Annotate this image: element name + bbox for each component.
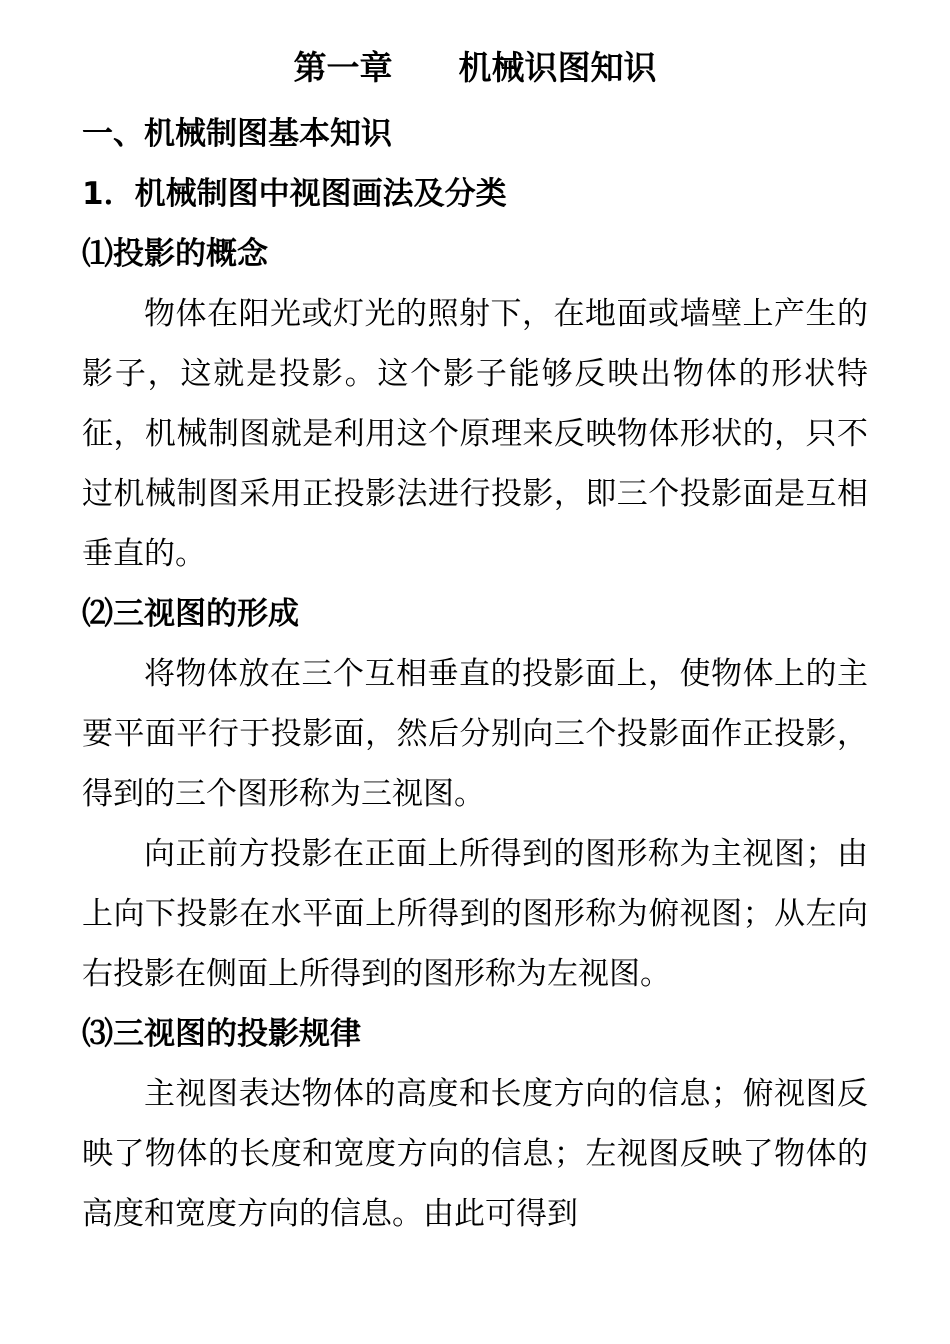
- item-heading-projection-concept: ⑴投影的概念: [82, 236, 268, 272]
- paragraph-projection-rules: 主视图表达物体的高度和长度方向的信息；俯视图反映了物体的长度和宽度方向的信息；左视图反映了物体的高度和宽度方向的信息。由此可得到: [82, 1076, 868, 1232]
- section-heading: 一、机械制图基本知识: [82, 116, 392, 152]
- paragraph-three-view-formation: 将物体放在三个互相垂直的投影面上，使物体上的主要平面平行于投影面，然后分别向三个投影面作正投影，得到的三个图形称为三视图。: [82, 656, 868, 812]
- chapter-title: 第一章 机械识图知识: [293, 48, 657, 87]
- item-heading-three-view-formation: ⑵三视图的形成: [82, 596, 299, 632]
- paragraph-projection-concept: 物体在阳光或灯光的照射下，在地面或墙壁上产生的影子，这就是投影。这个影子能够反映出物体的形状特征，机械制图就是利用这个原理来反映物体形状的，只不过机械制图采用正投影法进行投影，即三个投影面是互相垂直的。: [82, 296, 868, 572]
- item-heading-projection-rules: ⑶三视图的投影规律: [82, 1016, 361, 1052]
- subsection-heading: 1．机械制图中视图画法及分类: [82, 176, 507, 212]
- paragraph-view-definitions: 向正前方投影在正面上所得到的图形称为主视图；由上向下投影在水平面上所得到的图形称为俯视图；从左向右投影在侧面上所得到的图形称为左视图。: [82, 836, 868, 992]
